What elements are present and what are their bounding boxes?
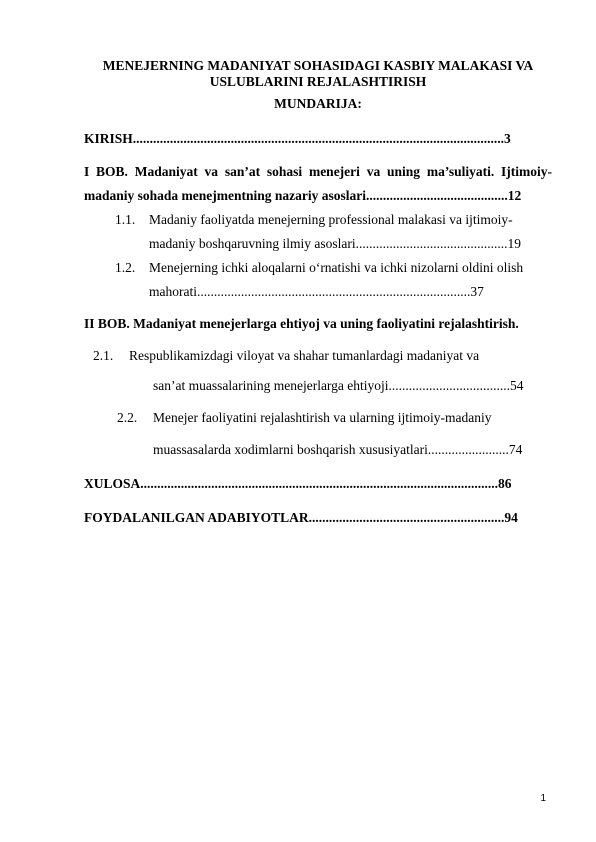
toc-section-2-2-line-2: muassasalarda xodimlarni boshqarish xususiyatlari........................74 [153,442,523,457]
toc-chapter-1-line-2: madaniy sohada menejmentning nazariy asoslari..........................................12 [84,188,522,203]
toc-entry-xulosa: XULOSA..........................................................................................................86 [84,476,512,491]
title-line-2: USLUBLARINI REJALASHTIRISH [209,74,427,89]
toc-section-2-1-line-1: Respublikamizdagi viloyat va shahar tumanlardagi madaniyat va [129,348,480,363]
toc-section-2-2-number: 2.2. [117,410,138,425]
title-line-1: MENEJERNING MADANIYAT SOHASIDAGI KASBIY MALAKASI VA [102,58,534,73]
page-number: 1 [540,793,546,804]
toc-section-1-2-line-1: Menejerning ichki aloqalarni o‘rnatishi va ichki nizolarni oldini olish [149,260,524,275]
toc-entry-kirish: KIRISH..............................................................................................................3 [84,131,511,146]
toc-section-1-2-number: 1.2. [115,260,136,275]
toc-section-1-1-line-1: Madaniy faoliyatda menejerning professional malakasi va ijtimoiy- [149,212,513,227]
toc-entry-adabiyotlar: FOYDALANILGAN ADABIYOTLAR..........................................................94 [84,510,518,525]
toc-section-1-1-line-2: madaniy boshqaruvning ilmiy asoslari.............................................19 [149,236,521,251]
toc-section-2-1-line-2: san’at muassalarining menejerlarga ehtiyoji....................................54 [153,378,524,393]
toc-chapter-2: II BOB. Madaniyat menejerlarga ehtiyoj va uning faoliyatini rejalashtirish. [84,316,519,331]
toc-heading: MUNDARIJA: [274,96,362,111]
toc-section-1-2-line-2: mahorati.................................................................................37 [149,284,484,299]
toc-section-2-1-number: 2.1. [93,348,114,363]
toc-chapter-1-line-1: I BOB. Madaniyat va san’at sohasi menejeri va uning ma’suliyati. Ijtimoiy- [84,164,552,179]
toc-section-2-2-line-1: Menejer faoliyatini rejalashtirish va ularning ijtimoiy-madaniy [153,410,492,425]
toc-section-1-1-number: 1.1. [115,212,136,227]
document-title [84,58,552,90]
